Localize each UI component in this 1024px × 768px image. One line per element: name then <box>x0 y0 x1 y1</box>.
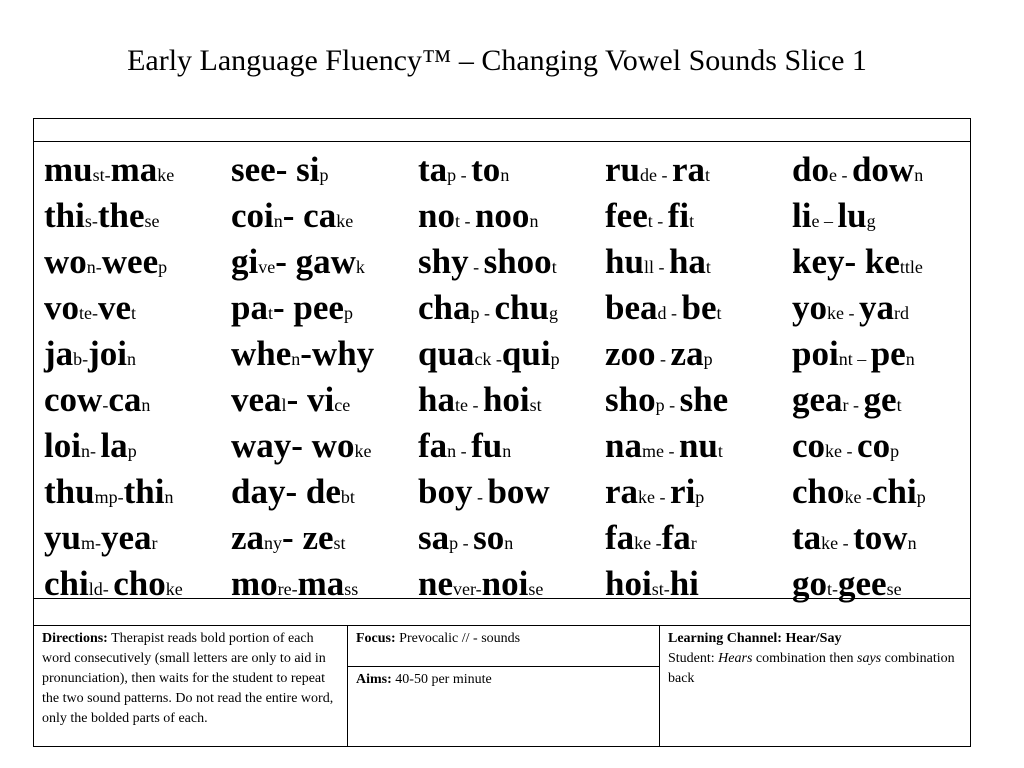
bold-segment: ne <box>418 564 453 603</box>
pronunciation-hint: ke <box>336 211 354 231</box>
bold-segment: cho <box>792 472 845 511</box>
word-pair <box>418 423 560 469</box>
pronunciation-hint: te - <box>454 395 483 415</box>
bold-segment: ma <box>110 150 158 189</box>
pronunciation-hint: se <box>528 579 544 599</box>
bold-segment: - vi <box>286 380 335 419</box>
word-column-4 <box>605 147 728 607</box>
pronunciation-hint: n- <box>80 441 101 461</box>
pronunciation-hint: ny <box>264 533 283 553</box>
bold-segment: thi <box>123 472 165 511</box>
word-table <box>33 118 971 626</box>
bold-segment: bow <box>487 472 550 511</box>
bold-segment: see- si <box>231 150 320 189</box>
word-pair <box>792 193 926 239</box>
pronunciation-hint: n <box>905 349 915 369</box>
bold-segment: day- de <box>231 472 341 511</box>
pronunciation-hint: t <box>717 441 723 461</box>
pronunciation-hint: re- <box>277 579 298 599</box>
word-pair <box>605 515 728 561</box>
pronunciation-hint: ke - <box>638 487 671 507</box>
pronunciation-hint: st- <box>651 579 670 599</box>
pronunciation-hint: t <box>689 211 695 231</box>
word-pair <box>231 239 374 285</box>
says-word: says <box>857 651 882 666</box>
word-pair <box>605 193 728 239</box>
word-pair <box>792 331 926 377</box>
pronunciation-hint: p <box>916 487 926 507</box>
bold-segment: chu <box>494 288 549 327</box>
bold-segment: chi <box>44 564 89 603</box>
word-pair <box>792 423 926 469</box>
bold-segment: ge <box>863 380 897 419</box>
pronunciation-hint: ke <box>165 579 183 599</box>
pronunciation-hint: st- <box>92 165 111 185</box>
pronunciation-hint: n - <box>447 441 472 461</box>
learning-middle: combination then <box>752 651 857 666</box>
bold-segment: shy <box>418 242 469 281</box>
pronunciation-hint: p <box>127 441 137 461</box>
pronunciation-hint: ke - <box>634 533 662 553</box>
bold-segment: ja <box>44 334 74 373</box>
bold-segment: za <box>670 334 704 373</box>
pronunciation-hint: n <box>529 211 539 231</box>
pronunciation-hint: ttle <box>899 257 923 277</box>
bold-segment: be <box>681 288 717 327</box>
bold-segment: loi <box>44 426 81 465</box>
pronunciation-hint: e – <box>811 211 838 231</box>
bold-segment: za <box>231 518 265 557</box>
word-column-5 <box>792 147 926 607</box>
bold-segment: so <box>473 518 505 557</box>
pronunciation-hint: p <box>890 441 900 461</box>
bold-segment: cho <box>113 564 166 603</box>
pronunciation-hint: ss <box>344 579 359 599</box>
learning-channel-cell <box>660 626 970 746</box>
pronunciation-hint: p - <box>655 395 680 415</box>
bold-segment: qui <box>501 334 551 373</box>
pronunciation-hint: - <box>472 487 488 507</box>
pronunciation-hint: ck - <box>474 349 502 369</box>
bold-segment: ra <box>605 472 639 511</box>
word-pair <box>418 193 560 239</box>
pronunciation-hint: r - <box>842 395 864 415</box>
word-pair <box>231 377 374 423</box>
bold-segment: fu <box>471 426 503 465</box>
pronunciation-hint: n <box>504 533 514 553</box>
bold-segment: ma <box>297 564 345 603</box>
pronunciation-hint: se <box>886 579 902 599</box>
bold-segment: do <box>792 150 829 189</box>
pronunciation-hint: p - <box>470 303 495 323</box>
word-pair <box>231 469 374 515</box>
bold-segment: gi <box>231 242 259 281</box>
word-pair <box>44 377 183 423</box>
bold-segment: lu <box>837 196 867 235</box>
word-pair <box>792 285 926 331</box>
directions-label: Directions: <box>42 631 108 646</box>
word-pair <box>44 193 183 239</box>
bold-segment: ha <box>668 242 706 281</box>
bold-segment: thu <box>44 472 95 511</box>
pronunciation-hint: r <box>151 533 158 553</box>
pronunciation-hint: ke - <box>827 303 859 323</box>
bold-segment: yu <box>44 518 81 557</box>
pronunciation-hint: r <box>690 533 697 553</box>
bold-segment: ve <box>97 288 132 327</box>
aims-cell <box>348 667 660 746</box>
bold-segment: pe <box>870 334 906 373</box>
word-pair <box>44 239 183 285</box>
bold-segment: yo <box>792 288 827 327</box>
pronunciation-hint: t <box>716 303 722 323</box>
pronunciation-hint: ke <box>157 165 175 185</box>
bold-segment: she <box>679 380 729 419</box>
pronunciation-hint: p - <box>449 533 474 553</box>
word-pair <box>44 331 183 377</box>
pronunciation-hint: me - <box>641 441 679 461</box>
bold-segment: vea <box>231 380 282 419</box>
pronunciation-hint: p <box>343 303 353 323</box>
word-pair <box>44 469 183 515</box>
word-pair <box>418 377 560 423</box>
word-pair <box>44 147 183 193</box>
pronunciation-hint: rd <box>893 303 909 323</box>
bold-segment: cow <box>44 380 103 419</box>
pronunciation-hint: p <box>550 349 560 369</box>
bold-segment: nu <box>678 426 718 465</box>
word-pair <box>792 515 926 561</box>
pronunciation-hint: g <box>548 303 558 323</box>
pronunciation-hint: - <box>468 257 484 277</box>
bold-segment: shoo <box>483 242 552 281</box>
word-pair <box>418 147 560 193</box>
pronunciation-hint: n <box>141 395 151 415</box>
pronunciation-hint: k <box>355 257 365 277</box>
bold-segment: sa <box>418 518 450 557</box>
bold-segment: bea <box>605 288 658 327</box>
pronunciation-hint: n <box>273 211 283 231</box>
word-pair <box>792 469 926 515</box>
student-label: Student: <box>668 651 719 666</box>
bold-segment: ri <box>670 472 696 511</box>
bold-segment: chi <box>871 472 917 511</box>
pronunciation-hint: b- <box>73 349 89 369</box>
word-pair <box>605 285 728 331</box>
pronunciation-hint: ke - <box>825 441 858 461</box>
word-column-2 <box>231 147 374 607</box>
pronunciation-hint: l <box>281 395 287 415</box>
pronunciation-hint: e - <box>828 165 852 185</box>
pronunciation-hint: n <box>914 165 924 185</box>
bold-segment: na <box>605 426 642 465</box>
bold-segment: gea <box>792 380 843 419</box>
pronunciation-hint: n- <box>86 257 102 277</box>
bold-segment: - ca <box>282 196 337 235</box>
directions-cell <box>34 626 348 746</box>
bold-segment: hu <box>605 242 644 281</box>
pronunciation-hint: n <box>502 441 512 461</box>
bold-segment: mo <box>231 564 278 603</box>
word-pair <box>231 285 374 331</box>
word-pair <box>418 469 560 515</box>
bold-segment: hoi <box>605 564 652 603</box>
bold-segment: ra <box>671 150 706 189</box>
bold-segment: cha <box>418 288 471 327</box>
word-pair <box>605 331 728 377</box>
word-pair <box>792 239 926 285</box>
word-column-1 <box>44 147 183 607</box>
bold-segment: to <box>471 150 501 189</box>
bold-segment: ta <box>418 150 448 189</box>
bold-segment: poi <box>792 334 839 373</box>
learning-end: combination back <box>668 651 955 686</box>
word-pair <box>44 515 183 561</box>
bold-segment: - ze <box>282 518 334 557</box>
pronunciation-hint: - <box>102 395 109 415</box>
pronunciation-hint: ke - <box>844 487 872 507</box>
focus-cell <box>348 626 660 667</box>
pronunciation-hint: n <box>127 349 137 369</box>
pronunciation-hint: t- <box>827 579 838 599</box>
pronunciation-hint: de - <box>640 165 672 185</box>
word-pair <box>231 147 374 193</box>
bold-segment: ca <box>108 380 142 419</box>
word-pair <box>231 193 374 239</box>
pronunciation-hint: p <box>319 165 329 185</box>
pronunciation-hint: p <box>703 349 713 369</box>
pronunciation-hint: ke - <box>821 533 854 553</box>
pronunciation-hint: g <box>866 211 876 231</box>
pronunciation-hint: nt – <box>838 349 871 369</box>
bold-segment: key- ke <box>792 242 900 281</box>
bold-segment: la <box>100 426 128 465</box>
bold-segment: mu <box>44 150 93 189</box>
bold-segment: li <box>792 196 812 235</box>
bold-segment: gee <box>838 564 887 603</box>
focus-text: Prevocalic // - sounds <box>395 631 521 646</box>
bold-segment: zoo <box>605 334 656 373</box>
bold-segment: fa <box>605 518 635 557</box>
bold-segment: joi <box>88 334 128 373</box>
bold-segment: ha <box>418 380 455 419</box>
word-pair <box>418 515 560 561</box>
pronunciation-hint: mp- <box>94 487 124 507</box>
bold-segment: way- wo <box>231 426 355 465</box>
pronunciation-hint: t <box>705 165 711 185</box>
hears-word: Hears <box>718 651 753 666</box>
word-pair <box>605 377 728 423</box>
bold-segment: go <box>792 564 827 603</box>
bold-segment: yea <box>100 518 152 557</box>
word-pair <box>605 423 728 469</box>
word-pair <box>792 147 926 193</box>
bold-segment: ta <box>792 518 822 557</box>
pronunciation-hint: n <box>291 349 301 369</box>
aims-label: Aims: <box>356 672 392 687</box>
pronunciation-hint: bt <box>340 487 355 507</box>
learning-channel-label: Learning Channel: Hear/Say <box>668 631 842 646</box>
bold-segment: hi <box>669 564 699 603</box>
bold-segment: qua <box>418 334 475 373</box>
pronunciation-hint: ld- <box>88 579 114 599</box>
pronunciation-hint: p - <box>447 165 472 185</box>
word-pair <box>231 423 374 469</box>
pronunciation-hint: st <box>529 395 542 415</box>
word-pair <box>44 423 183 469</box>
pronunciation-hint: p <box>695 487 705 507</box>
bold-segment: - pee <box>272 288 344 327</box>
bold-segment: hoi <box>482 380 530 419</box>
pronunciation-hint: n <box>907 533 917 553</box>
pronunciation-hint: m- <box>80 533 101 553</box>
pronunciation-hint: t <box>551 257 557 277</box>
pronunciation-hint: ke <box>354 441 372 461</box>
word-pair <box>44 285 183 331</box>
page-title: Early Language Fluency™ – Changing Vowel Sounds Slice 1 <box>127 44 867 77</box>
word-pair <box>605 469 728 515</box>
pronunciation-hint: ll - <box>643 257 669 277</box>
pronunciation-hint: ver- <box>453 579 482 599</box>
pronunciation-hint: st <box>333 533 346 553</box>
directions-text: Therapist reads bold portion of each word consecutively (small letters are only to aid in pronunciation), then waits for the student to repeat the two sound patterns. Do not read the entire word, only the bolded parts of each. <box>42 631 334 726</box>
pronunciation-hint: t <box>896 395 902 415</box>
pronunciation-hint: - <box>655 349 671 369</box>
bold-segment: wo <box>44 242 87 281</box>
bold-segment: fa <box>418 426 448 465</box>
bold-segment: ya <box>858 288 894 327</box>
bold-segment: whe <box>231 334 292 373</box>
pronunciation-hint: d - <box>657 303 682 323</box>
focus-label: Focus: <box>356 631 396 646</box>
bold-segment: fi <box>667 196 690 235</box>
pronunciation-hint: t - <box>454 211 475 231</box>
word-pair <box>792 377 926 423</box>
bold-segment: wee <box>101 242 159 281</box>
pronunciation-hint: ce <box>334 395 351 415</box>
bold-segment: noo <box>474 196 530 235</box>
bold-segment: noi <box>481 564 529 603</box>
pronunciation-hint: se <box>144 211 160 231</box>
pronunciation-hint: ve <box>258 257 276 277</box>
table-bottom-strip <box>34 598 970 625</box>
pronunciation-hint: t - <box>647 211 668 231</box>
learning-channel-text <box>668 649 962 689</box>
word-pair <box>418 239 560 285</box>
bold-segment: fa <box>661 518 691 557</box>
pronunciation-hint: t <box>131 303 137 323</box>
table-top-strip <box>34 119 970 142</box>
bold-segment: coi <box>231 196 274 235</box>
word-column-3 <box>418 147 560 607</box>
pronunciation-hint: te- <box>79 303 98 323</box>
bold-segment: fee <box>605 196 648 235</box>
info-table <box>33 626 971 747</box>
pronunciation-hint: n <box>500 165 510 185</box>
pronunciation-hint: t <box>705 257 711 277</box>
bold-segment: the <box>97 196 145 235</box>
bold-segment: co <box>857 426 891 465</box>
pronunciation-hint: s- <box>84 211 98 231</box>
pronunciation-hint: p <box>158 257 168 277</box>
aims-text: 40-50 per minute <box>391 672 492 687</box>
bold-segment: thi <box>44 196 85 235</box>
word-pair <box>605 147 728 193</box>
pronunciation-hint: t <box>267 303 273 323</box>
bold-segment: tow <box>853 518 908 557</box>
bold-segment: -why <box>300 334 375 373</box>
word-pair <box>231 331 374 377</box>
bold-segment: - gaw <box>275 242 356 281</box>
bold-segment: ru <box>605 150 640 189</box>
bold-segment: vo <box>44 288 79 327</box>
bold-segment: dow <box>851 150 915 189</box>
word-pair <box>231 515 374 561</box>
bold-segment: pa <box>231 288 268 327</box>
bold-segment: co <box>792 426 826 465</box>
word-pair <box>418 285 560 331</box>
bold-segment: sho <box>605 380 656 419</box>
word-pair <box>418 331 560 377</box>
bold-segment: no <box>418 196 455 235</box>
pronunciation-hint: n <box>164 487 174 507</box>
word-pair <box>605 239 728 285</box>
bold-segment: boy <box>418 472 473 511</box>
